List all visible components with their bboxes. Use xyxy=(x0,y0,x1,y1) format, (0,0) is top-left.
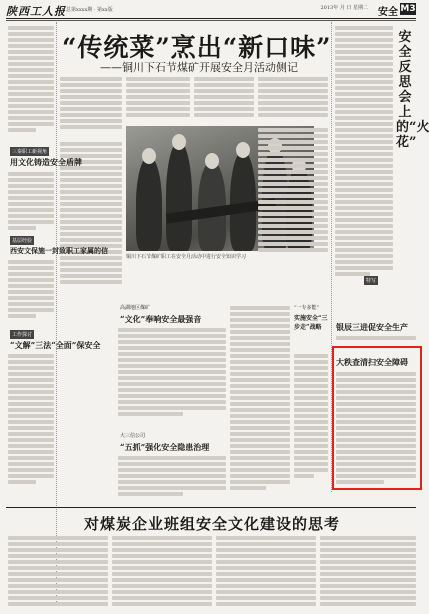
box-label: 特写 xyxy=(366,278,377,284)
section-title: 安全 xyxy=(378,7,398,18)
story3-label: 工作探讨 xyxy=(12,332,33,338)
story2-label: 基层经验 xyxy=(12,238,33,244)
main-article-text xyxy=(258,75,328,123)
story1-text xyxy=(8,170,54,232)
page-badge: M3 xyxy=(400,4,416,14)
story-b-title: “五抓”强化安全隐患治理 xyxy=(120,442,210,452)
main-article-text xyxy=(60,75,122,135)
story-a-title: “文化”奉响安全最强音 xyxy=(120,314,202,324)
story3-title: “文解”三法“全面”保安全 xyxy=(10,340,101,350)
story1-label: 三秦职工新视角 xyxy=(12,149,48,155)
middle-label: “一专多能” xyxy=(294,305,320,311)
center-article-text xyxy=(230,304,290,504)
paper-name: 陕西工人报 xyxy=(6,5,66,18)
photo-caption: 铜川下石节煤矿职工在安全月活动中进行安全知识学习 xyxy=(126,254,247,260)
top-rule-2 xyxy=(6,20,416,21)
main-article-text xyxy=(258,126,328,256)
story-a-text xyxy=(118,326,226,422)
main-article-text xyxy=(126,75,190,123)
story-b-text xyxy=(118,454,226,504)
masthead xyxy=(6,3,416,17)
story-a-label: 高湖地区煤矿 xyxy=(120,305,151,311)
left-article-text xyxy=(8,24,54,142)
vertical-title: 安全反思会上的“火花” xyxy=(396,30,429,150)
middle-title: 实施安全“三步走”战略 xyxy=(294,315,328,331)
right-article-text xyxy=(335,24,393,286)
main-article-text xyxy=(194,75,254,123)
middle-text xyxy=(294,352,328,502)
bottom-article-text xyxy=(216,534,316,606)
date-info: 2013年 月 日 星期二 xyxy=(320,5,368,11)
item-text xyxy=(336,334,416,344)
bottom-headline: 对煤炭企业班组安全文化建设的思考 xyxy=(84,515,341,533)
main-headline: “传统菜”烹出“新口味” xyxy=(62,33,332,62)
boxed-title: 大秩查清扫安全障碍 xyxy=(336,357,408,367)
issue-info: 总第xxxx期 · 第xx版 xyxy=(66,7,113,13)
story-b-label: 大三信公司 xyxy=(120,433,146,439)
top-rule xyxy=(6,18,416,19)
story1-title: 用文化铸造安全盾牌 xyxy=(10,157,82,167)
story2-text xyxy=(8,258,54,320)
bottom-article-text xyxy=(112,534,212,606)
bottom-article-text xyxy=(8,534,108,606)
bottom-article-text xyxy=(320,534,416,606)
column-divider xyxy=(56,22,57,602)
story3-text xyxy=(8,352,54,502)
story2-title: 西安文保施一封致职工家属的信 xyxy=(10,246,108,255)
main-subhead: ——铜川下石节煤矿开展安全月活动侧记 xyxy=(100,61,298,74)
bottom-rule xyxy=(6,507,416,508)
boxed-article-text xyxy=(336,370,416,484)
item-title: 银辰三进促安全生产 xyxy=(336,322,408,332)
